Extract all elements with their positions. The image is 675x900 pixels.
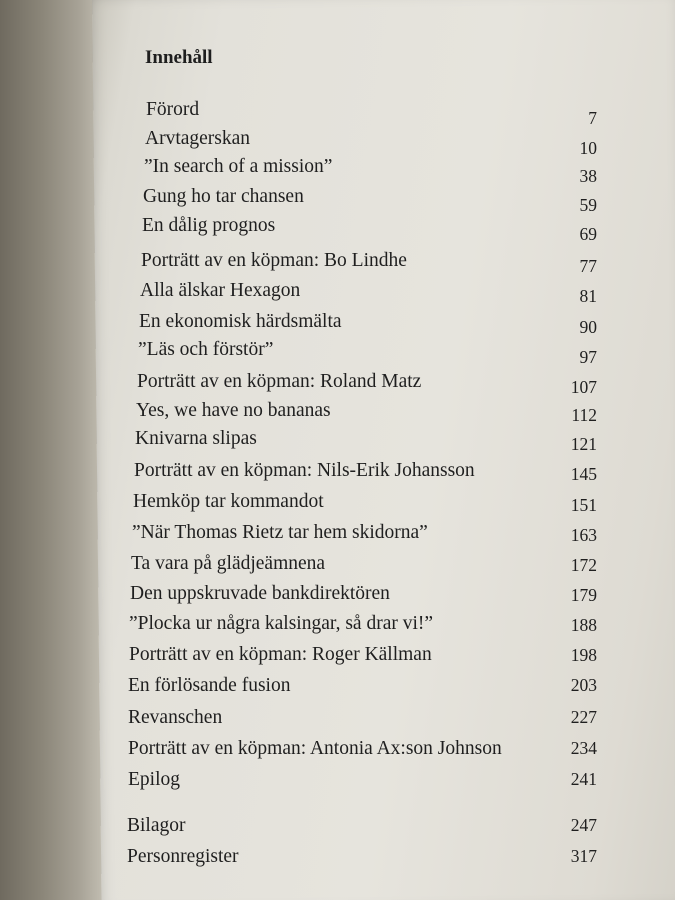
toc-entry-title: ”In search of a mission” <box>144 156 333 177</box>
toc-entry-title: Revanschen <box>128 707 223 728</box>
toc-entry-page: 234 <box>570 738 597 758</box>
toc-entry-page: 179 <box>570 585 597 605</box>
toc-entry-title: Porträtt av en köpman: Antonia Ax:son Johnson <box>128 738 502 759</box>
toc-entry <box>0 339 675 365</box>
toc-entry <box>0 707 675 733</box>
toc-entry-title: Epilog <box>128 769 180 790</box>
toc-entry <box>0 156 675 186</box>
toc-entry <box>0 311 675 337</box>
toc-entry-page: 38 <box>579 166 597 186</box>
toc-entry-page: 151 <box>570 495 597 515</box>
toc-entry <box>0 428 675 454</box>
toc-entry-title: Hemköp tar kommandot <box>133 491 324 512</box>
toc-entry-page: 241 <box>570 769 597 789</box>
toc-entry-page: 97 <box>579 347 597 367</box>
toc-entry <box>0 186 675 215</box>
toc-entry-page: 198 <box>570 645 597 665</box>
toc-entry-page: 69 <box>579 224 597 244</box>
toc-entry <box>0 99 675 128</box>
toc-entry-page: 7 <box>588 108 597 128</box>
toc-entry <box>0 553 675 579</box>
toc-entry-title: Gung ho tar chansen <box>143 186 304 207</box>
toc-entry <box>0 460 675 486</box>
toc-entry-page: 59 <box>579 195 597 215</box>
toc-entry-page: 317 <box>570 846 597 866</box>
toc-entry-title: Porträtt av en köpman: Nils-Erik Johansson <box>134 460 475 481</box>
toc-entry-page: 81 <box>579 286 597 306</box>
toc-entry-title: Ta vara på glädjeämnena <box>131 553 326 574</box>
toc-entry <box>0 280 675 306</box>
toc-entry-title: Arvtagerskan <box>145 128 251 149</box>
toc-entry-title: En dålig prognos <box>142 215 276 236</box>
toc-entry-page: 227 <box>570 707 597 727</box>
toc-entry-title: Porträtt av en köpman: Roland Matz <box>137 371 422 392</box>
toc-entry <box>0 583 675 609</box>
toc-entry-page: 188 <box>570 615 597 635</box>
toc-entry <box>0 675 675 701</box>
toc-entry-page: 121 <box>570 434 597 454</box>
toc-entry <box>0 738 675 764</box>
toc-entry <box>0 491 675 517</box>
toc-entry-title: Knivarna slipas <box>135 428 257 449</box>
toc-entry-page: 10 <box>579 138 597 158</box>
toc-entry-page: 203 <box>570 675 597 695</box>
toc-entry-page: 112 <box>571 405 597 425</box>
toc-entry <box>0 250 675 276</box>
toc-entry <box>0 128 675 158</box>
toc-entry <box>0 644 675 670</box>
toc-entry-title: Porträtt av en köpman: Bo Lindhe <box>141 250 407 271</box>
toc-entry-page: 77 <box>579 256 597 276</box>
toc-heading: Innehåll <box>145 47 213 68</box>
toc-entry-page: 163 <box>570 525 597 545</box>
toc-entry-title: En förlösande fusion <box>128 675 291 696</box>
toc-entry-page: 107 <box>570 377 597 397</box>
toc-entry-title: Personregister <box>127 846 239 867</box>
toc-entry-title: Förord <box>146 99 200 120</box>
toc-entry <box>0 613 675 639</box>
toc-entry-title: Porträtt av en köpman: Roger Källman <box>129 644 432 665</box>
toc-entry-title: Den uppskruvade bankdirektören <box>130 583 390 604</box>
toc-entry <box>0 522 675 548</box>
toc-entry <box>0 846 675 872</box>
toc-entry <box>0 815 675 841</box>
toc-entry <box>0 769 675 795</box>
toc-entry-title: Bilagor <box>127 815 186 836</box>
toc-entry-title: ”Plocka ur några kalsingar, så drar vi!” <box>129 613 434 634</box>
toc-entry <box>0 400 675 426</box>
toc-entry-title: ”Läs och förstör” <box>138 339 274 360</box>
toc-entry-title: En ekonomisk härdsmälta <box>139 311 342 332</box>
toc-entry-title: Alla älskar Hexagon <box>140 280 301 301</box>
toc-entry-page: 90 <box>579 317 597 337</box>
toc-entry-title: Yes, we have no bananas <box>136 400 331 421</box>
toc-entry-title: ”När Thomas Rietz tar hem skidorna” <box>132 522 428 543</box>
toc-entry-page: 172 <box>570 555 597 575</box>
toc-entry <box>0 371 675 397</box>
toc-entry <box>0 215 675 244</box>
toc-entry-page: 145 <box>570 464 597 484</box>
toc-entry-page: 247 <box>570 815 597 835</box>
